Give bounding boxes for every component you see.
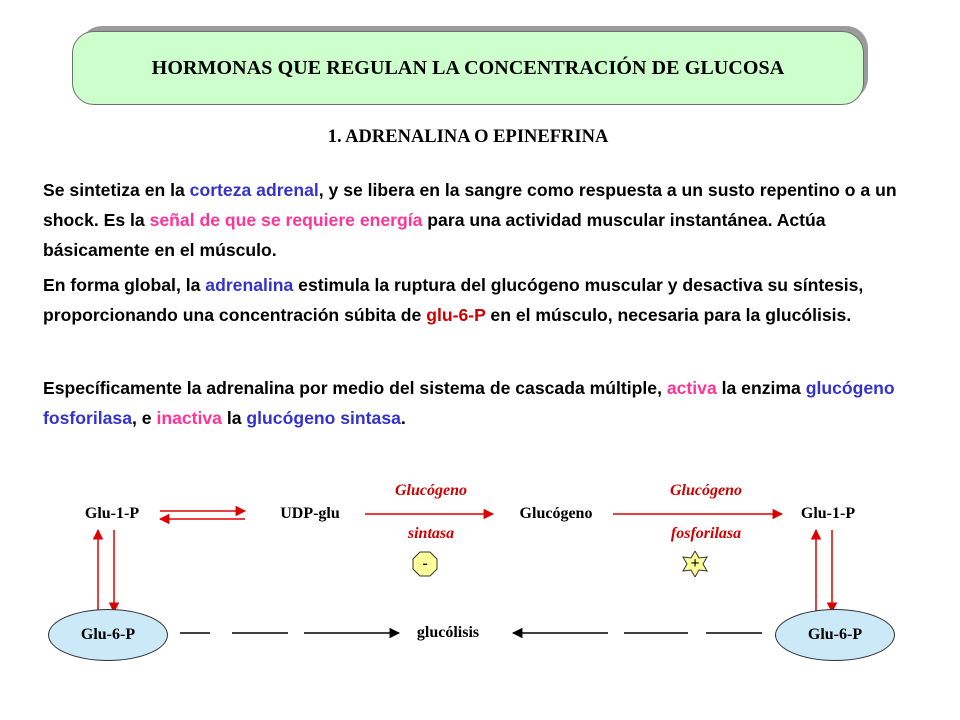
p3-highlight-inactiva: inactiva (156, 408, 222, 428)
page-title-text: HORMONAS QUE REGULAN LA CONCENTRACIÓN DE GLUCOSA (151, 56, 785, 79)
enzyme-fosforilasa-line1: Glucógeno (670, 482, 742, 499)
enzyme-sintasa-line1: Glucógeno (395, 482, 467, 499)
p1-text-c: , y se libera en la sangre como respuesta a un susto repentino o a un shock. Es la (43, 180, 897, 230)
p1-highlight-senal: señal de que se requiere energía (149, 210, 423, 230)
inhibition-badge (412, 551, 438, 577)
enzyme-sintasa-line2: sintasa (407, 525, 455, 542)
p3-highlight-sintasa: glucógeno sintasa (246, 408, 401, 428)
glu6p-left-node (48, 609, 168, 661)
p3-text-c: la enzima (716, 378, 806, 398)
minus-sign: - (422, 555, 428, 572)
p3-text-g: la (221, 408, 247, 428)
section-heading: 1. ADRENALINA O EPINEFRINA (327, 127, 609, 147)
p2-highlight-adrenalina: adrenalina (205, 275, 294, 295)
p2-text-a: En forma global, la (43, 275, 206, 295)
p3-text-i: . (400, 408, 406, 428)
label-glu1p-right: Glu-1-P (800, 505, 856, 522)
glu6p-right-label: Glu-6-P (807, 626, 863, 643)
p2-text-e: en el músculo, necesaria para la glucólisis. (485, 305, 852, 325)
enzyme-fosforilasa-line2: fosforilasa (670, 525, 742, 542)
p2-text-c: estimula la ruptura del glucógeno muscular y desactiva su síntesis, proporcionando una concentración súbita de (43, 275, 864, 325)
glu6p-left-label: Glu-6-P (80, 626, 136, 643)
p3-highlight-fosforilasa: glucógeno fosforilasa (43, 378, 895, 428)
label-glucogeno: Glucógeno (519, 505, 593, 522)
p3-text-e: , e (131, 408, 157, 428)
p2-highlight-glu6p: glu-6-P (426, 305, 486, 325)
activation-badge (682, 551, 708, 577)
p3-highlight-activa: activa (666, 378, 717, 398)
p1-text-e: para una actividad muscular instantánea. Actúa básicamente en el músculo. (43, 210, 826, 260)
label-glu1p-left: Glu-1-P (84, 505, 140, 522)
p3-text-a: Específicamente la adrenalina por medio del sistema de cascada múltiple, (43, 378, 667, 398)
p1-highlight-corteza: corteza adrenal (189, 180, 319, 200)
p1-text-a: Se sintetiza en la (43, 180, 190, 200)
label-glucolisis: glucólisis (416, 624, 480, 641)
label-udp-glu: UDP-glu (280, 505, 340, 522)
glu6p-right-node (775, 609, 895, 661)
plus-sign: + (690, 555, 700, 572)
